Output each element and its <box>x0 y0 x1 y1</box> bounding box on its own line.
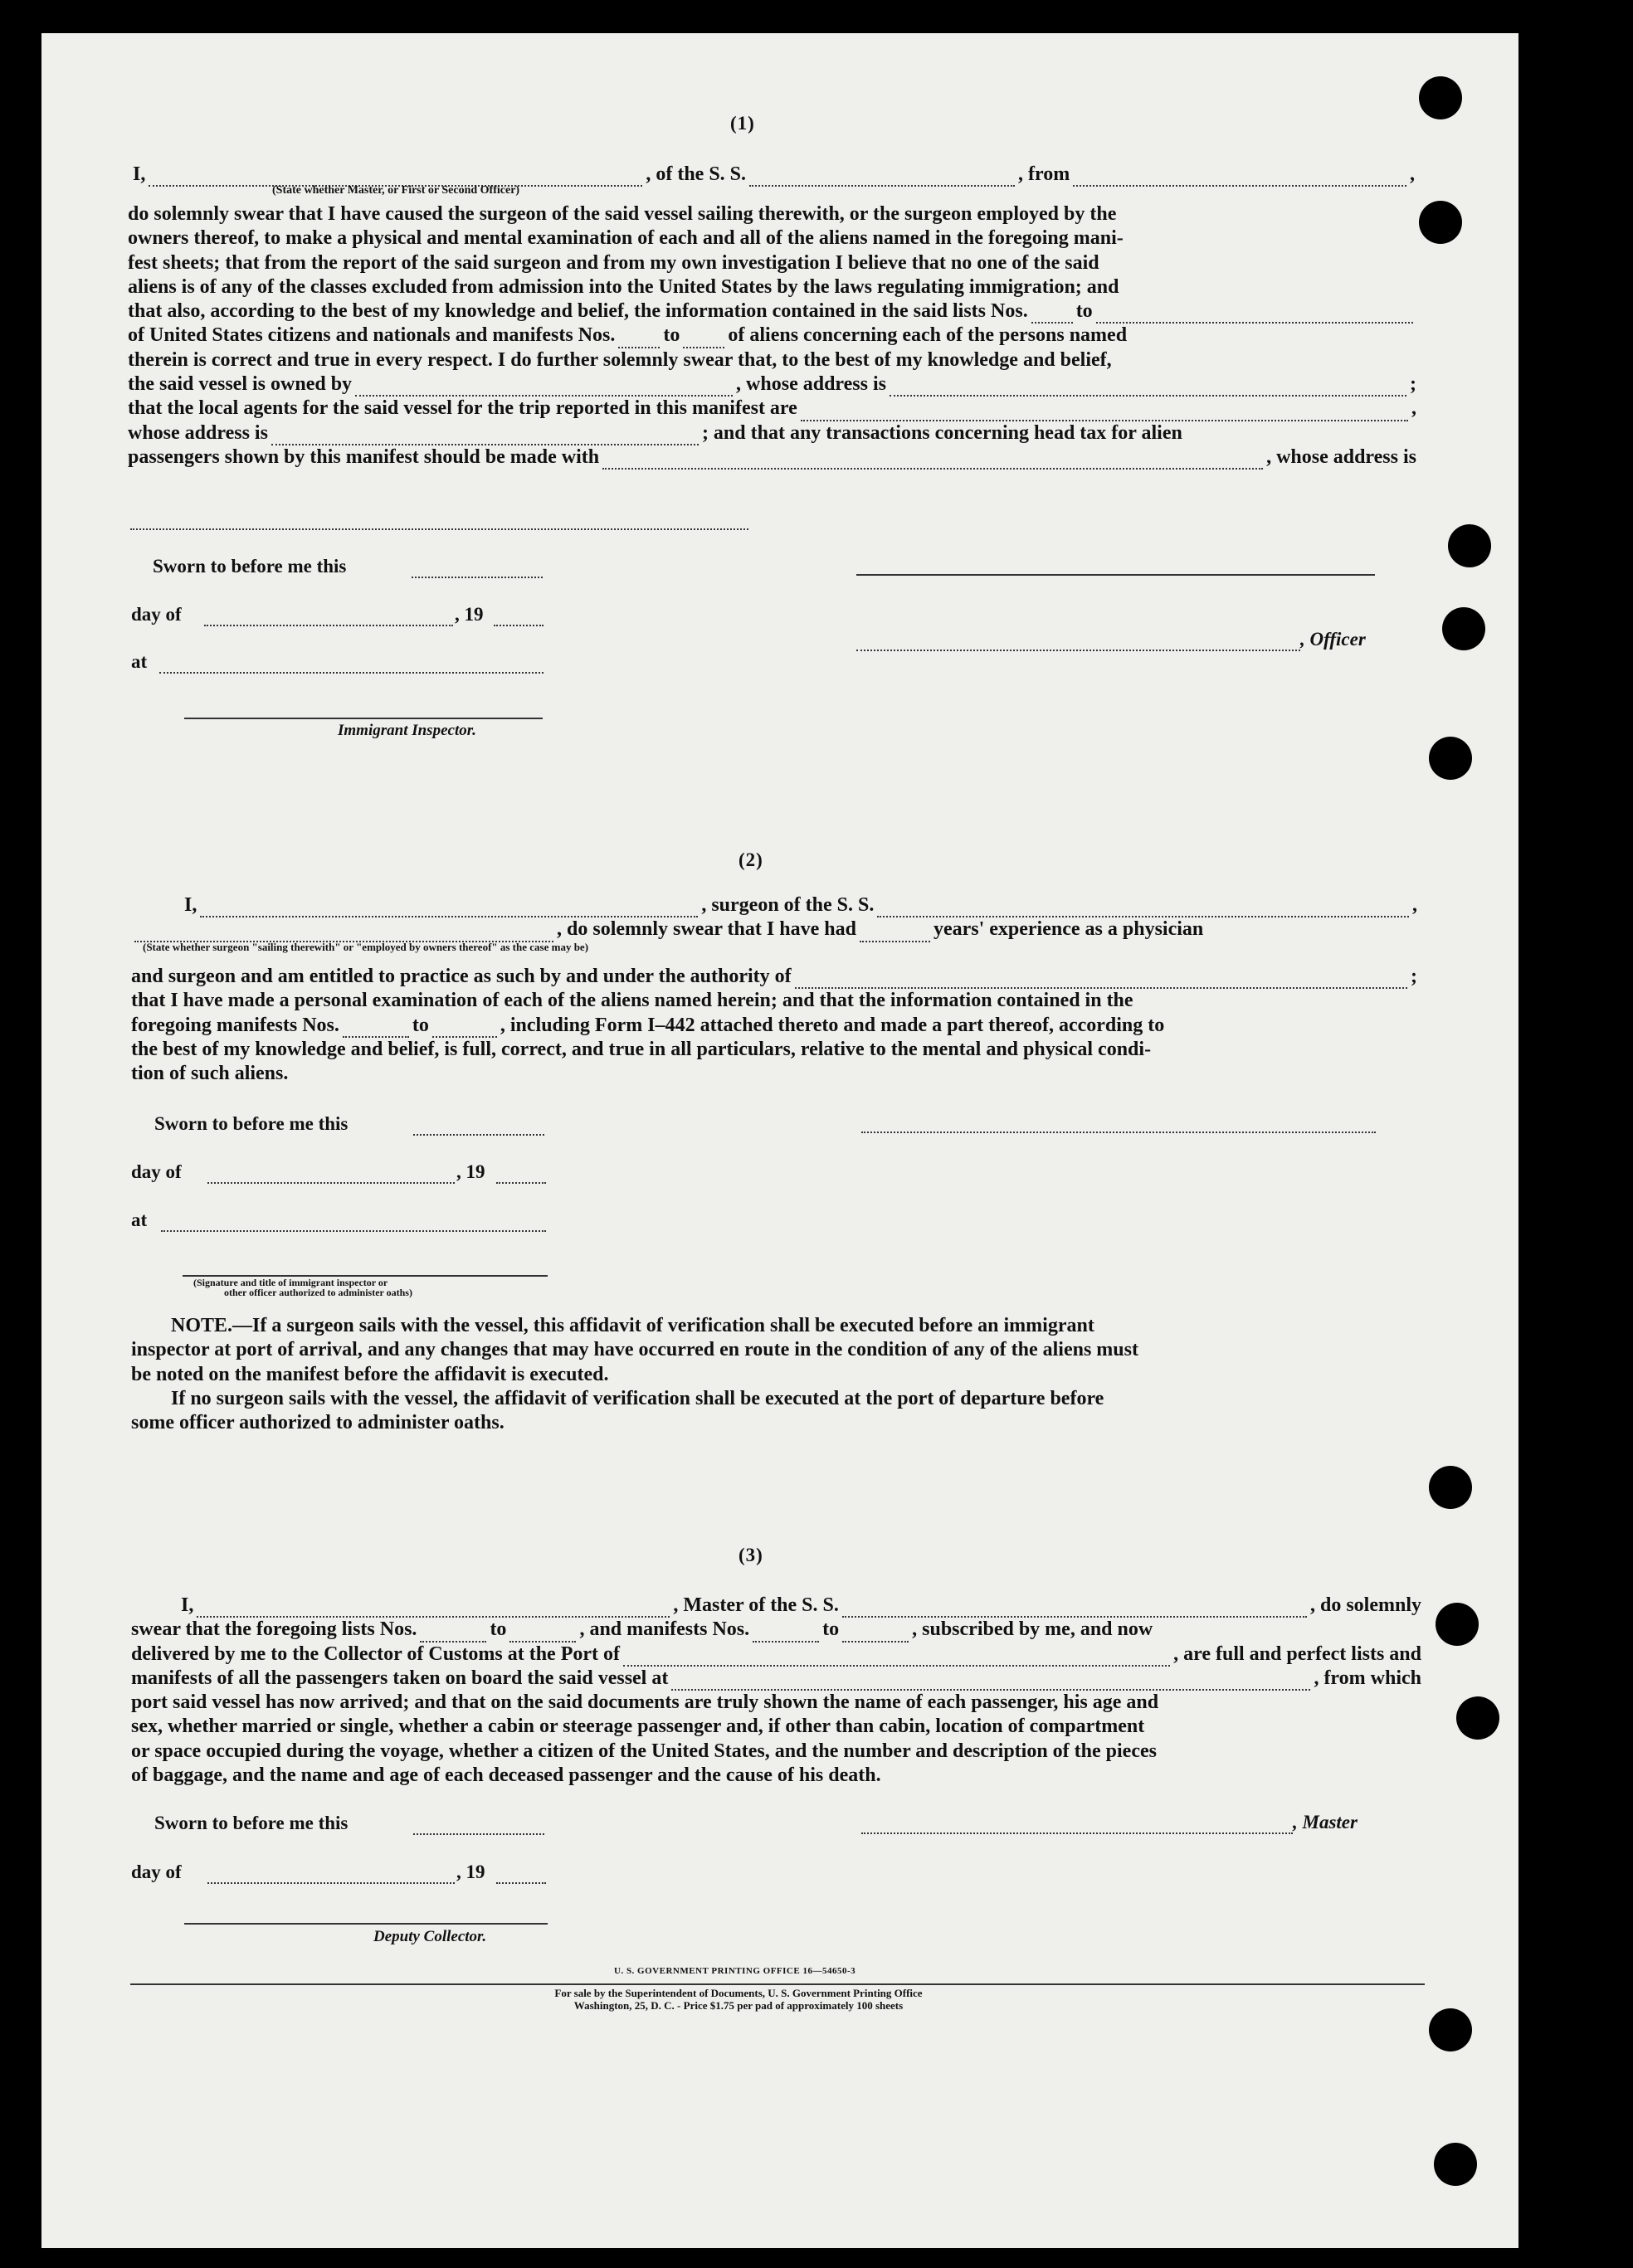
year-field-3[interactable] <box>496 1882 546 1884</box>
deputy-signature-line[interactable] <box>184 1923 548 1925</box>
note-line-1: NOTE.—If a surgeon sails with the vessel, this affidavit of verification shall be executed before an immigrant <box>171 1315 1094 1336</box>
footer-sale-note <box>373 1987 1104 2012</box>
oath-line-6: of United States citizens and nationals and manifests Nos. <box>128 324 616 347</box>
from-which-text: , from which <box>1314 1667 1421 1689</box>
punch-hole <box>1429 2008 1472 2051</box>
owner-field[interactable] <box>355 380 733 397</box>
oath-line-5: that also, according to the best of my knowledge and belief, the information contained in the said lists Nos. <box>128 300 1028 323</box>
subscribed-text: , subscribed by me, and now <box>912 1618 1153 1641</box>
officer-signature-line[interactable] <box>856 574 1375 576</box>
sworn-date-field-3[interactable] <box>413 1833 544 1835</box>
punch-hole <box>1456 1696 1499 1740</box>
to-label: to <box>1075 300 1093 323</box>
sworn-label-2: Sworn to before me this <box>154 1113 349 1134</box>
from-label: , from <box>1018 163 1070 185</box>
signature-note-1: (Signature and title of immigrant inspector or <box>193 1277 388 1288</box>
comma: , <box>1411 397 1416 420</box>
printing-office-code: U. S. GOVERNMENT PRINTING OFFICE 16—54650-3 <box>614 1966 856 1976</box>
punch-hole <box>1429 737 1472 780</box>
owned-by-label: the said vessel is owned by <box>128 373 353 396</box>
note-line-4: If no surgeon sails with the vessel, the affidavit of verification shall be executed at the port of departure before <box>171 1387 1104 1409</box>
footer-rule <box>130 1983 1425 1985</box>
local-agents-label: that the local agents for the said vessel for the trip reported in this manifest are <box>128 397 797 420</box>
sworn-date-field-1[interactable] <box>412 577 543 578</box>
oath-line-1: do solemnly swear that I have caused the surgeon of the said vessel sailing therewith, or the surgeon employed by the <box>128 203 1117 225</box>
sworn-label-1: Sworn to before me this <box>153 556 347 577</box>
collector-text: delivered by me to the Collector of Customs at the Port of <box>131 1643 620 1665</box>
aliens-line: tion of such aliens. <box>131 1063 289 1085</box>
agent-address-field[interactable] <box>271 429 699 445</box>
pronoun-i: I, <box>181 1594 194 1616</box>
oath-line-6-end: of aliens concerning each of the persons named <box>728 324 1128 347</box>
to-label: to <box>490 1618 507 1641</box>
oath-line-3: fest sheets; that from the report of the said surgeon and from my own investigation I believe that no one of the said <box>128 251 1099 274</box>
surgeon-type-field[interactable] <box>134 926 553 942</box>
authority-field[interactable] <box>795 972 1407 989</box>
section-1-number: (1) <box>730 113 755 134</box>
s3-manifests-from-field[interactable] <box>753 1626 819 1643</box>
swear-experience-text: , do solemnly swear that I have had <box>557 918 856 941</box>
s3-manifests-to-field[interactable] <box>842 1626 909 1643</box>
master-vessel-field[interactable] <box>842 1601 1307 1618</box>
pronoun-i: I, <box>184 894 197 916</box>
master-signature-field[interactable] <box>861 1832 1293 1834</box>
form-page <box>41 33 1518 2248</box>
head-tax-with-label: passengers shown by this manifest should be made with <box>128 445 600 468</box>
surgeon-note-paragraph <box>131 1314 1417 1435</box>
comma: , <box>1412 894 1417 916</box>
immigrant-inspector-label: Immigrant Inspector. <box>338 722 476 739</box>
master-of-ss-label: , Master of the S. S. <box>673 1594 839 1616</box>
oath-line-4: aliens is of any of the classes excluded from admission into the United States by the laws regulating immigration; and <box>128 275 1119 298</box>
surgeon-note: (State whether surgeon "sailing therewith" or "employed by owners thereof" as the case may be) <box>143 941 589 953</box>
officer-title-field[interactable] <box>856 650 1300 651</box>
manifests-nos-text: , and manifests Nos. <box>579 1618 750 1641</box>
surgeon-vessel-field[interactable] <box>877 901 1409 917</box>
manifests-from-field[interactable] <box>618 332 660 348</box>
s3-lists-to-field[interactable] <box>509 1626 576 1643</box>
deputy-collector-label: Deputy Collector. <box>373 1928 487 1945</box>
knowledge-line: the best of my knowledge and belief, is full, correct, and true in all particulars, relative to the mental and physical condi- <box>131 1038 1152 1060</box>
examination-line: that I have made a personal examination of each of the aliens named herein; and that the information contained in the <box>131 990 1133 1012</box>
at-label-1: at <box>131 651 148 672</box>
s3-lists-from-field[interactable] <box>420 1626 486 1643</box>
inspector-signature-line[interactable] <box>184 718 543 719</box>
s3-line-7: or space occupied during the voyage, whether a citizen of the United States, and the number and description of the pieces <box>131 1740 1157 1762</box>
form-i442-text: , including Form I–442 attached thereto and made a part thereof, according to <box>500 1014 1165 1036</box>
footer-line-2: Washington, 25, D. C. - Price $1.75 per pad of approximately 100 sheets <box>573 1999 904 2012</box>
punch-hole <box>1442 607 1485 650</box>
day-of-label-1: day of <box>131 604 182 625</box>
comma: , <box>1410 163 1415 185</box>
day-of-field-1[interactable] <box>204 625 453 626</box>
semicolon: ; <box>1411 966 1417 987</box>
section-2-number: (2) <box>739 849 763 870</box>
section-3-number: (3) <box>739 1545 763 1565</box>
head-tax-party-field[interactable] <box>602 453 1263 470</box>
oath-line-2: owners thereof, to make a physical and mental examination of each and all of the aliens named in the foregoing mani- <box>128 227 1124 250</box>
oath-line-7: therein is correct and true in every respect. I do further solemnly swear that, to the best of my knowledge and belief, <box>128 348 1112 371</box>
s3-line-6: sex, whether married or single, whether a cabin or steerage passenger and, if other than cabin, location of compartment <box>131 1716 1145 1738</box>
at-field-1[interactable] <box>159 672 544 674</box>
section-2-oath <box>131 893 1417 942</box>
address-label-2: , whose address is <box>1266 445 1416 468</box>
to-label: to <box>663 324 680 347</box>
port-of-entry-field[interactable] <box>623 1650 1170 1667</box>
agent-address-label: whose address is <box>128 421 268 444</box>
surgeon-name-field[interactable] <box>200 901 698 917</box>
sworn-date-field-2[interactable] <box>413 1134 544 1136</box>
head-tax-address-field[interactable] <box>130 528 748 530</box>
master-label: , Master <box>1293 1812 1358 1832</box>
of-ss-label: , of the S. S. <box>646 163 747 185</box>
punch-hole <box>1448 524 1491 567</box>
note-line-3: be noted on the manifest before the affidavit is executed. <box>131 1363 609 1385</box>
to-label: to <box>412 1014 429 1036</box>
punch-hole <box>1429 1466 1472 1509</box>
s3-line-5: port said vessel has now arrived; and that on the said documents are truly shown the name of each passenger, his age and <box>131 1691 1159 1714</box>
day-of-field-3[interactable] <box>207 1882 455 1884</box>
owner-address-field[interactable] <box>890 380 1406 397</box>
note-line-2: inspector at port of arrival, and any changes that may have occurred en route in the condition of any of the aliens must <box>131 1339 1138 1361</box>
note-line-5: some officer authorized to administer oaths. <box>131 1412 505 1434</box>
surgeon-of-ss-label: , surgeon of the S. S. <box>701 894 875 916</box>
taken-on-board-text: manifests of all the passengers taken on board the said vessel at <box>131 1667 669 1689</box>
at-field-2[interactable] <box>161 1230 546 1232</box>
manifests-to-field[interactable] <box>683 332 724 348</box>
full-perfect-text: , are full and perfect lists and <box>1173 1643 1421 1665</box>
to-label: to <box>822 1618 840 1641</box>
footer-line-1: For sale by the Superintendent of Documents, U. S. Government Printing Office <box>554 1987 923 1999</box>
punch-hole <box>1436 1603 1479 1646</box>
manifest-from-field[interactable] <box>343 1021 409 1038</box>
year-label-3: , 19 <box>456 1862 485 1882</box>
year-label-2: , 19 <box>456 1161 485 1182</box>
s3-line-8: of baggage, and the name and age of each deceased passenger and the cause of his death. <box>131 1764 881 1787</box>
punch-hole <box>1419 201 1462 244</box>
signature-note-2: other officer authorized to administer oaths) <box>224 1287 412 1298</box>
lists-from-field[interactable] <box>1031 307 1073 324</box>
foregoing-manifests-label: foregoing manifests Nos. <box>131 1014 339 1036</box>
section-2-body <box>131 965 1417 1086</box>
sworn-label-3: Sworn to before me this <box>154 1813 349 1833</box>
address-label: , whose address is <box>736 373 886 396</box>
day-of-field-2[interactable] <box>207 1182 455 1184</box>
officer-note: (State whether Master, or First or Second Officer) <box>272 184 520 197</box>
port-from-field[interactable] <box>1073 170 1406 187</box>
boarding-port-field[interactable] <box>671 1674 1310 1691</box>
lists-to-field[interactable] <box>1096 307 1413 324</box>
day-of-label-2: day of <box>131 1161 182 1182</box>
year-field-1[interactable] <box>494 625 544 626</box>
vessel-name-field[interactable] <box>749 170 1015 187</box>
day-of-label-3: day of <box>131 1862 182 1882</box>
punch-hole <box>1434 2143 1477 2186</box>
head-tax-text: ; and that any transactions concerning head tax for alien <box>701 421 1182 444</box>
year-field-2[interactable] <box>496 1182 546 1184</box>
officer-label: , Officer <box>1300 629 1366 650</box>
section-1-oath-first-line <box>133 163 1415 187</box>
manifest-to-field[interactable] <box>432 1021 497 1038</box>
section-1-oath-body <box>128 202 1416 470</box>
years-physician-text: years' experience as a physician <box>933 918 1204 941</box>
punch-hole <box>1419 76 1462 119</box>
section-3-oath <box>131 1594 1421 1788</box>
local-agents-field[interactable] <box>801 405 1408 421</box>
semicolon: ; <box>1410 373 1416 396</box>
at-label-2: at <box>131 1209 148 1230</box>
do-solemnly-text: , do solemnly <box>1309 1594 1421 1616</box>
pronoun-i: I, <box>133 163 146 185</box>
master-name-field[interactable] <box>197 1601 670 1618</box>
authority-text: and surgeon and am entitled to practice as such by and under the authority of <box>131 966 792 987</box>
surgeon-signature-field[interactable] <box>861 1132 1376 1133</box>
years-field[interactable] <box>860 926 930 942</box>
lists-nos-text: swear that the foregoing lists Nos. <box>131 1618 417 1641</box>
year-label-1: , 19 <box>455 604 484 625</box>
